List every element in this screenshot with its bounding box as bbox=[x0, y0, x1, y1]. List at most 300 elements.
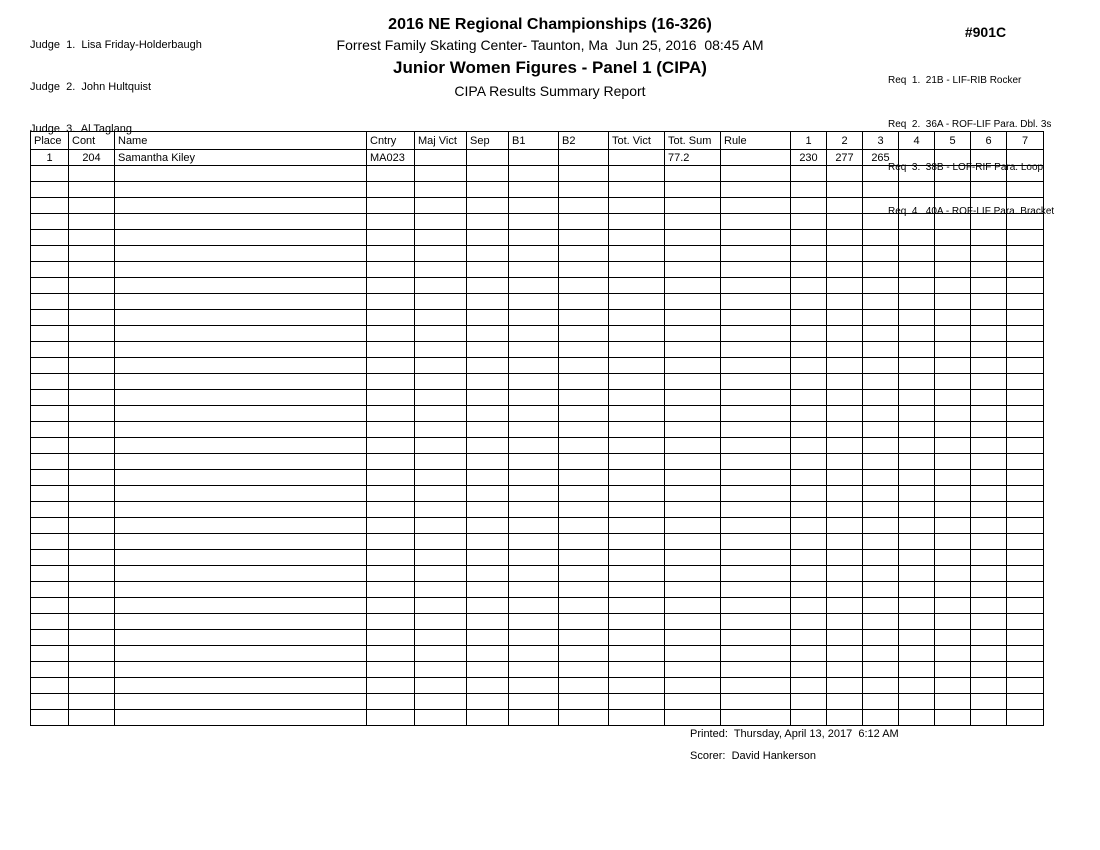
table-cell bbox=[367, 166, 415, 182]
empty-table-row bbox=[31, 630, 1044, 646]
table-cell bbox=[721, 582, 791, 598]
empty-table-row bbox=[31, 214, 1044, 230]
table-cell bbox=[31, 598, 69, 614]
table-cell bbox=[665, 662, 721, 678]
empty-table-row bbox=[31, 406, 1044, 422]
table-cell bbox=[559, 294, 609, 310]
table-cell bbox=[31, 694, 69, 710]
table-cell bbox=[509, 390, 559, 406]
table-cell bbox=[609, 422, 665, 438]
table-cell bbox=[31, 198, 69, 214]
table-cell bbox=[863, 294, 899, 310]
table-cell bbox=[31, 550, 69, 566]
table-cell: Samantha Kiley bbox=[115, 150, 367, 166]
table-cell: 230 bbox=[791, 150, 827, 166]
table-cell bbox=[609, 678, 665, 694]
column-header: Name bbox=[115, 132, 367, 150]
table-cell bbox=[791, 550, 827, 566]
table-cell bbox=[415, 454, 467, 470]
table-cell bbox=[115, 390, 367, 406]
table-cell bbox=[863, 518, 899, 534]
table-cell bbox=[827, 182, 863, 198]
table-cell bbox=[69, 646, 115, 662]
table-cell bbox=[899, 390, 935, 406]
table-cell bbox=[609, 534, 665, 550]
table-cell bbox=[609, 694, 665, 710]
table-cell bbox=[863, 438, 899, 454]
table-cell bbox=[415, 710, 467, 726]
table-cell bbox=[415, 614, 467, 630]
table-cell bbox=[665, 246, 721, 262]
table-cell bbox=[69, 406, 115, 422]
table-cell bbox=[367, 406, 415, 422]
column-header: Place bbox=[31, 132, 69, 150]
table-cell bbox=[115, 310, 367, 326]
column-header: B2 bbox=[559, 132, 609, 150]
table-cell bbox=[863, 246, 899, 262]
empty-table-row bbox=[31, 438, 1044, 454]
table-cell bbox=[415, 662, 467, 678]
table-cell bbox=[367, 358, 415, 374]
table-cell bbox=[415, 646, 467, 662]
table-cell bbox=[509, 646, 559, 662]
column-header: 7 bbox=[1007, 132, 1044, 150]
table-cell bbox=[609, 646, 665, 662]
table-cell bbox=[69, 678, 115, 694]
table-cell bbox=[115, 374, 367, 390]
table-cell bbox=[863, 358, 899, 374]
table-cell bbox=[509, 486, 559, 502]
table-cell bbox=[1007, 630, 1044, 646]
table-cell bbox=[31, 390, 69, 406]
table-cell bbox=[609, 390, 665, 406]
table-cell bbox=[367, 198, 415, 214]
table-cell bbox=[971, 342, 1007, 358]
table-cell bbox=[935, 406, 971, 422]
table-cell bbox=[721, 630, 791, 646]
table-cell bbox=[115, 262, 367, 278]
table-cell bbox=[367, 630, 415, 646]
table-cell bbox=[609, 278, 665, 294]
table-cell bbox=[899, 422, 935, 438]
table-cell bbox=[1007, 710, 1044, 726]
table-cell bbox=[31, 278, 69, 294]
table-cell bbox=[115, 214, 367, 230]
table-cell bbox=[509, 550, 559, 566]
table-cell: 204 bbox=[69, 150, 115, 166]
table-cell bbox=[665, 342, 721, 358]
empty-table-row bbox=[31, 310, 1044, 326]
table-cell bbox=[721, 198, 791, 214]
table-cell bbox=[721, 438, 791, 454]
table-cell bbox=[415, 326, 467, 342]
table-cell bbox=[559, 502, 609, 518]
table-cell bbox=[509, 406, 559, 422]
table-cell bbox=[899, 198, 935, 214]
table-cell bbox=[721, 710, 791, 726]
table-cell bbox=[559, 566, 609, 582]
table-cell bbox=[31, 310, 69, 326]
table-cell bbox=[665, 630, 721, 646]
table-cell bbox=[509, 422, 559, 438]
table-cell bbox=[609, 518, 665, 534]
table-cell bbox=[899, 358, 935, 374]
table-cell bbox=[1007, 182, 1044, 198]
table-cell bbox=[791, 694, 827, 710]
table-cell bbox=[935, 646, 971, 662]
table-cell bbox=[367, 582, 415, 598]
table-cell bbox=[935, 678, 971, 694]
table-cell bbox=[367, 694, 415, 710]
report-title: CIPA Results Summary Report bbox=[454, 83, 646, 99]
table-cell bbox=[665, 438, 721, 454]
empty-table-row bbox=[31, 694, 1044, 710]
table-cell bbox=[1007, 646, 1044, 662]
printed-line: Printed: Thursday, April 13, 2017 6:12 AM bbox=[690, 728, 899, 740]
table-cell bbox=[863, 598, 899, 614]
table-cell bbox=[31, 358, 69, 374]
table-cell bbox=[367, 710, 415, 726]
table-cell bbox=[721, 694, 791, 710]
empty-table-row bbox=[31, 662, 1044, 678]
table-cell bbox=[863, 646, 899, 662]
table-cell bbox=[415, 150, 467, 166]
table-cell bbox=[899, 470, 935, 486]
table-cell bbox=[1007, 438, 1044, 454]
table-cell bbox=[559, 246, 609, 262]
table-cell bbox=[721, 358, 791, 374]
table-cell bbox=[559, 470, 609, 486]
table-cell bbox=[899, 310, 935, 326]
table-cell bbox=[1007, 502, 1044, 518]
table-cell bbox=[467, 582, 509, 598]
table-cell bbox=[69, 598, 115, 614]
table-cell bbox=[1007, 518, 1044, 534]
table-cell bbox=[899, 614, 935, 630]
table-cell bbox=[367, 646, 415, 662]
table-cell bbox=[559, 166, 609, 182]
table-cell bbox=[935, 662, 971, 678]
table-cell bbox=[69, 310, 115, 326]
table-cell bbox=[721, 422, 791, 438]
table-cell bbox=[665, 390, 721, 406]
table-cell bbox=[367, 182, 415, 198]
table-cell bbox=[415, 214, 467, 230]
table-cell bbox=[367, 678, 415, 694]
table-cell bbox=[863, 454, 899, 470]
results-table bbox=[30, 131, 1044, 726]
table-cell bbox=[665, 310, 721, 326]
table-cell bbox=[899, 566, 935, 582]
table-cell bbox=[467, 358, 509, 374]
table-cell bbox=[509, 470, 559, 486]
table-cell bbox=[609, 566, 665, 582]
table-cell bbox=[791, 710, 827, 726]
empty-table-row bbox=[31, 166, 1044, 182]
table-cell bbox=[415, 518, 467, 534]
column-header: B1 bbox=[509, 132, 559, 150]
table-cell bbox=[935, 534, 971, 550]
table-cell bbox=[665, 694, 721, 710]
table-cell bbox=[609, 438, 665, 454]
column-header: Maj Vict bbox=[415, 132, 467, 150]
table-cell bbox=[559, 694, 609, 710]
empty-table-row bbox=[31, 342, 1044, 358]
table-cell bbox=[971, 358, 1007, 374]
table-cell bbox=[559, 214, 609, 230]
table-cell bbox=[935, 598, 971, 614]
table-cell bbox=[721, 310, 791, 326]
table-cell bbox=[827, 342, 863, 358]
table-cell bbox=[791, 678, 827, 694]
table-cell bbox=[971, 198, 1007, 214]
table-cell bbox=[721, 166, 791, 182]
table-cell bbox=[609, 150, 665, 166]
table-cell bbox=[935, 278, 971, 294]
table-cell bbox=[559, 262, 609, 278]
table-cell bbox=[467, 294, 509, 310]
empty-table-row bbox=[31, 646, 1044, 662]
table-cell bbox=[367, 262, 415, 278]
table-cell bbox=[791, 294, 827, 310]
table-cell bbox=[721, 486, 791, 502]
table-cell bbox=[899, 262, 935, 278]
table-cell bbox=[899, 406, 935, 422]
table-cell bbox=[559, 534, 609, 550]
table-cell bbox=[721, 390, 791, 406]
table-cell bbox=[559, 150, 609, 166]
table-cell bbox=[863, 630, 899, 646]
table-cell bbox=[415, 502, 467, 518]
table-cell bbox=[31, 662, 69, 678]
table-cell bbox=[935, 438, 971, 454]
table-cell bbox=[721, 550, 791, 566]
table-cell bbox=[509, 662, 559, 678]
table-cell bbox=[559, 310, 609, 326]
table-cell bbox=[415, 230, 467, 246]
event-number: #901C bbox=[964, 24, 1007, 40]
table-cell bbox=[665, 582, 721, 598]
table-cell bbox=[415, 166, 467, 182]
column-header: Rule bbox=[721, 132, 791, 150]
table-cell bbox=[863, 566, 899, 582]
table-cell bbox=[863, 470, 899, 486]
table-cell bbox=[863, 326, 899, 342]
table-cell bbox=[467, 150, 509, 166]
table-cell bbox=[31, 454, 69, 470]
requirement-line: Req 2. 36A - ROF-LIF Para. Dbl. 3s bbox=[888, 118, 1052, 130]
empty-table-row bbox=[31, 454, 1044, 470]
table-cell bbox=[609, 454, 665, 470]
table-cell: 77.2 bbox=[665, 150, 721, 166]
table-cell bbox=[791, 326, 827, 342]
table-cell bbox=[1007, 278, 1044, 294]
table-cell bbox=[509, 566, 559, 582]
table-cell bbox=[31, 406, 69, 422]
table-cell bbox=[971, 246, 1007, 262]
table-cell bbox=[827, 614, 863, 630]
table-cell bbox=[31, 342, 69, 358]
column-header: 4 bbox=[899, 132, 935, 150]
table-cell bbox=[509, 614, 559, 630]
table-cell bbox=[827, 646, 863, 662]
table-cell bbox=[31, 566, 69, 582]
requirement-line: Req 1. 21B - LIF-RIB Rocker bbox=[888, 75, 1022, 86]
table-cell bbox=[863, 534, 899, 550]
table-cell bbox=[935, 230, 971, 246]
table-cell bbox=[69, 694, 115, 710]
table-cell bbox=[467, 454, 509, 470]
table-cell bbox=[509, 678, 559, 694]
table-cell bbox=[1007, 422, 1044, 438]
table-cell bbox=[31, 646, 69, 662]
table-cell bbox=[69, 566, 115, 582]
table-cell bbox=[665, 214, 721, 230]
table-cell bbox=[509, 310, 559, 326]
table-cell bbox=[467, 278, 509, 294]
table-cell bbox=[971, 406, 1007, 422]
table-cell bbox=[467, 166, 509, 182]
table-cell bbox=[899, 150, 935, 166]
table-cell bbox=[115, 182, 367, 198]
table-cell bbox=[467, 214, 509, 230]
table-cell bbox=[415, 470, 467, 486]
table-cell bbox=[367, 422, 415, 438]
table-cell bbox=[609, 230, 665, 246]
column-header: 3 bbox=[863, 132, 899, 150]
table-cell bbox=[899, 518, 935, 534]
table-cell bbox=[467, 230, 509, 246]
column-header: Tot. Vict bbox=[609, 132, 665, 150]
table-cell bbox=[31, 614, 69, 630]
table-cell bbox=[935, 166, 971, 182]
table-cell bbox=[115, 422, 367, 438]
table-cell bbox=[115, 630, 367, 646]
table-cell bbox=[115, 294, 367, 310]
table-cell bbox=[69, 422, 115, 438]
table-cell bbox=[115, 438, 367, 454]
table-cell bbox=[665, 566, 721, 582]
table-cell bbox=[31, 630, 69, 646]
table-cell bbox=[827, 502, 863, 518]
table-cell bbox=[721, 598, 791, 614]
column-header: Cntry bbox=[367, 132, 415, 150]
table-cell bbox=[609, 294, 665, 310]
table-cell bbox=[1007, 582, 1044, 598]
table-cell bbox=[467, 390, 509, 406]
table-cell bbox=[721, 294, 791, 310]
table-cell bbox=[367, 374, 415, 390]
table-cell bbox=[899, 454, 935, 470]
table-cell bbox=[415, 278, 467, 294]
table-cell bbox=[31, 246, 69, 262]
table-cell bbox=[467, 486, 509, 502]
table-cell bbox=[791, 198, 827, 214]
column-header: Cont bbox=[69, 132, 115, 150]
table-cell bbox=[559, 630, 609, 646]
table-cell bbox=[115, 246, 367, 262]
table-cell bbox=[467, 198, 509, 214]
table-cell bbox=[69, 278, 115, 294]
table-cell bbox=[827, 630, 863, 646]
table-cell bbox=[1007, 326, 1044, 342]
table-cell bbox=[665, 646, 721, 662]
table-cell bbox=[863, 486, 899, 502]
table-cell bbox=[665, 374, 721, 390]
table-cell bbox=[971, 374, 1007, 390]
table-cell bbox=[509, 502, 559, 518]
empty-table-row bbox=[31, 710, 1044, 726]
table-cell bbox=[69, 374, 115, 390]
table-cell bbox=[609, 710, 665, 726]
venue-date-line: Forrest Family Skating Center- Taunton, Ma Jun 25, 2016 08:45 AM bbox=[336, 37, 764, 53]
table-cell bbox=[827, 198, 863, 214]
table-cell bbox=[559, 182, 609, 198]
table-cell bbox=[791, 630, 827, 646]
table-cell bbox=[863, 678, 899, 694]
table-cell bbox=[791, 262, 827, 278]
table-cell bbox=[31, 326, 69, 342]
table-cell bbox=[467, 534, 509, 550]
table-cell bbox=[791, 358, 827, 374]
table-cell bbox=[559, 342, 609, 358]
table-cell bbox=[827, 694, 863, 710]
table-cell bbox=[721, 470, 791, 486]
table-cell bbox=[899, 342, 935, 358]
table-cell bbox=[69, 470, 115, 486]
table-cell bbox=[609, 582, 665, 598]
table-cell bbox=[971, 150, 1007, 166]
table-cell bbox=[899, 166, 935, 182]
table-cell: 277 bbox=[827, 150, 863, 166]
table-cell bbox=[115, 582, 367, 598]
table-cell bbox=[559, 662, 609, 678]
empty-table-row bbox=[31, 486, 1044, 502]
table-cell bbox=[559, 438, 609, 454]
table-cell bbox=[559, 358, 609, 374]
table-cell bbox=[721, 214, 791, 230]
table-cell bbox=[467, 246, 509, 262]
table-cell bbox=[935, 694, 971, 710]
empty-table-row bbox=[31, 230, 1044, 246]
table-cell bbox=[721, 566, 791, 582]
table-cell bbox=[721, 246, 791, 262]
table-cell bbox=[467, 374, 509, 390]
table-cell bbox=[971, 326, 1007, 342]
table-cell bbox=[559, 486, 609, 502]
table-cell bbox=[899, 582, 935, 598]
table-cell bbox=[467, 550, 509, 566]
table-cell bbox=[415, 406, 467, 422]
table-cell bbox=[971, 518, 1007, 534]
table-cell bbox=[415, 678, 467, 694]
table-cell bbox=[415, 342, 467, 358]
table-cell bbox=[609, 662, 665, 678]
table-cell: MA023 bbox=[367, 150, 415, 166]
table-cell bbox=[115, 486, 367, 502]
table-cell bbox=[559, 614, 609, 630]
table-cell bbox=[509, 438, 559, 454]
table-cell bbox=[971, 582, 1007, 598]
table-cell bbox=[935, 246, 971, 262]
table-cell bbox=[665, 678, 721, 694]
table-cell bbox=[971, 614, 1007, 630]
empty-table-row bbox=[31, 278, 1044, 294]
empty-table-row bbox=[31, 566, 1044, 582]
table-cell bbox=[31, 582, 69, 598]
table-cell bbox=[609, 310, 665, 326]
table-cell bbox=[415, 390, 467, 406]
